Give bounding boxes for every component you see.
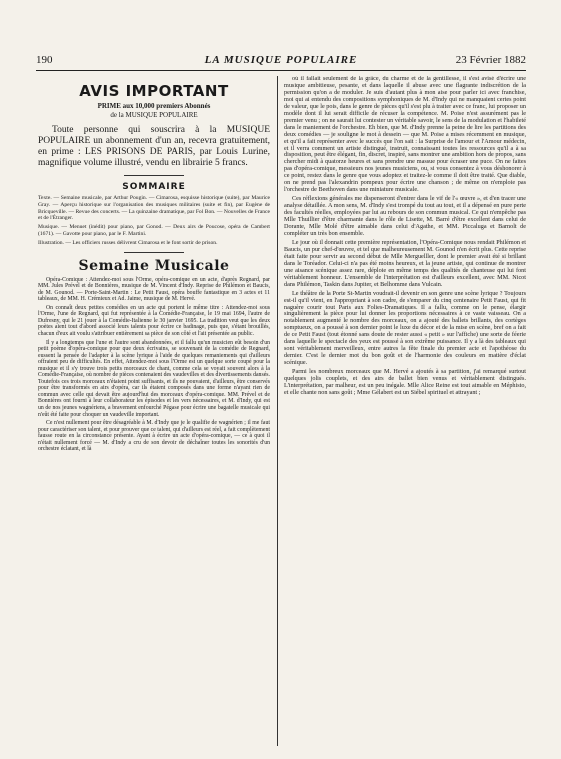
sommaire-illustration: Illustration. — Les officiers russes délivrent Cimarosa et le font sortir de prison.: [38, 239, 218, 246]
sommaire-musique: Musique. — Menuet (inédit) pour piano, par Gonod. — Deux airs de Poucose, opéra de Cambert (1671). — Gavotte pour piano, par le F. Martini.: [38, 224, 270, 237]
semaine-title: Semaine Musicale: [78, 257, 230, 274]
avis-intro: Toute personne qui souscrira à la MUSIQUE POPULAIRE un abonnement d'un an, recevra gratuitement, en prime : LES PRISONS DE PARIS, par Louis Lurine, magnifique volume illustré, vendu en librairie 5 francs.: [38, 125, 270, 168]
column-separator: [277, 76, 278, 746]
semaine-paragraph-2: Il y a longtemps que l'une et l'autre sont abandonnées, et il fallu qu'un musicien eût besoin d'un petit poème d'opéra-comique pour que deux écrivains, se souvenant de la comédie de Regnard, eussent la pensée de l'adapter à la scène lyrique à l'aide de quelques remaniements qui d'ailleurs offraient peu de difficultés. En effet, Attendez-moi sous l'Orme est un quelque sorte coupé pour la musique et il s'y trouve trois petits morceaux de chant, comme cela se voyait souvent alors à la Comédie-Française, où nombre de pièces contenaient des vaudevilles et des divertissements dansés. Toutefois ces trois morceaux n'étaient point suffisants, et ils ne pouvaient, d'ailleurs, être conservés pour être transformés en airs d'opéra, car ils étaient composés dans une forme n'ayant rien de commun avec celle qui devait être aujourd'hui des morceaux d'opéra-comique. MM. Prével et de Bonnières ont fourni à leur collaborateur les épisodes et les vers nécessaires, et M. d'Indy, qui est un de nos jeunes wagnériens, a bravement enfourché Pégase pour écrire une bagatelle musicale qui n'eût été faite pour choquer un vaudeville important.: [38, 339, 270, 418]
semaine-paragraph-r2: Ces réflexions générales me dispenseront d'entrer dans le vif de l'« œuvre », et d'en tracer une analyse détaillée. A mon sens, M. d'Indy s'est trompé du tout au tout, et il a dépensé en pure perte des facultés réelles, employées par lui au rebours de son commun musical. Ce qui n'empêche pas Mlle Thuillier d'être charmante dans le rôle de Lisette, M. Barré d'être excellent dans celui de Dorante, Mlle Molé d'être aimable dans celui d'Agathe, et MM. Piccaluga et Barnolt de compléter un très bon ensemble.: [284, 195, 526, 237]
avis-title: AVIS IMPORTANT: [79, 82, 229, 100]
semaine-paragraph-r3: Le jour où il donnait cette première représentation, l'Opéra-Comique nous rendait Philémon et Baucis, un pur chef-d'œuvre, et tel que malheureusement M. Gounod n'en écrit plus. Cette reprise était faite pour servir au second début de Mlle Merguelller, dont le premier avait été si brillant dans le Toréador. Celui-ci n'a pas été moins heureux, et la jeune artiste, qui continue de montrer une aisance scénique assez rare, déploie en même temps des qualités de chanteuse qui lui font véritablement honneur. L'ensemble de l'interprétation est d'ailleurs excellent, avec MM. Nicot dans Philémon, Taskin dans Jupiter, et Belhomme dans Vulcain.: [284, 238, 526, 288]
semaine-paragraph-r5: Parmi les nombreux morceaux que M. Hervé a ajoutés à sa partition, j'ai remarqué surtout quelques jolis couplets, et des airs de ballet bien venus et véritablement distingués. L'interprétation, par malheur, est un peu inégale. Mlle Alice Reine est tout aimable en Méphisto, et elle chante non sans goût ; Mme Gélabert est un Siébel spirituel et attrayant ;: [284, 368, 526, 396]
semaine-paragraph-r4: Le théâtre de la Porte St-Martin voudrait-il devenir en son genre une scène lyrique ? Toujours est-il qu'il vient, en l'appropriant à son cadre, de s'emparer du cinq centenaire Petit Faust, qui fit naguère courir tout Paris aux Folies-Dramatiques. Il a fallu, comme on le pense, élargir singulièrement la pièce pour lui donner les proportions nécessaires à ce vaste vaisseau. On a notablement augmenté le nombre des morceaux, on a ajouté des ballets brillants, des cortèges somptueux, on a poussé à son dernier point le luxe du décor et de la mise en scène, bref on a fait de ce Petit Faust (tout étonné sans doute de rester aussi « petit » sur l'affiche) une sorte de féerie dans laquelle le spectacle des yeux est poussé à son extrême puissance. Il y a là des tableaux qui sont véritablement merveilleux, entre autres la fête finale du premier acte et l'apothéose du dernier. C'est le dernier mot du bon goût et de l'harmonie des couleurs en matière d'éclat scénique.: [284, 289, 526, 367]
prime-line-2: de la MUSIQUE POPULAIRE: [110, 111, 198, 119]
header-rule: [36, 70, 526, 71]
semaine-lead: Opéra-Comique : Attendez-moi sous l'Orme, opéra-comique en un acte, d'après Regnard, par MM. Jules Prével et de Bonnières, musique de M. Vincent d'Indy. Reprise de Philémon et Baucis, de M. Gounod. — Porte-Saint-Martin : Le Petit Faust, opéra bouffe fantastique en 3 actes et 11 tableaux, de MM. H. Crémieux et Ad. Jaime, musique de M. Hervé.: [38, 276, 270, 303]
semaine-paragraph-3: Ce n'est nullement pour être désagréable à M. d'Indy que je le qualifie de wagnérien ; il me faut pour caractériser son talent, et pour prouver que ce talent, qui d'ailleurs est réel, a fait complètement fausse route en la circonstance présente. Ayant à écrire un acte d'opéra-comique, — ce à quoi il n'était nullement forcé — M. d'Indy a cru de son devoir de déchaîner toutes les sonorités d'un orchestre éclatant, et là: [38, 420, 270, 453]
page-header: [36, 52, 526, 68]
page-number: 190: [36, 54, 53, 66]
semaine-paragraph-1: On connaît deux petites comédies en un acte qui portent le même titre : Attendez-moi sous l'Orme, l'une de Regnard, qui fut représentée à la Comédie-Française, le 19 mai 1694, l'autre de Dufresny, qui le 21 jouer à la Comédie-Italienne le 30 janvier 1695. La tradition veut que les deux poètes aient tout d'abord associé leurs talents pour écrire ce badinage, puis que, s'étant brouillés, chacun d'eux ait voulu s'attribuer entièrement sa pièce de son côté et l'ait présentée au public.: [38, 304, 270, 337]
right-column: [284, 76, 526, 746]
left-column: [38, 76, 270, 746]
prime-line: PRIME aux 10,000 premiers Abonnés: [97, 102, 211, 110]
issue-date: 23 Février 1882: [455, 54, 526, 66]
semaine-paragraph-r1: où il fallait seulement de la grâce, du charme et de la gentillesse, il s'est avisé d'écrire une musique ambitieuse, pesante, et dans laquelle il abuse avec une flagrante indiscrétion de la permission qu'on a de moduler. Je suis d'autant plus à mon aise pour parler ici avec franchise, moi qui ai entendu des compositions symphoniques de M. d'Indy qui ne manquaient certes point de valeur, que le pois, dans le genre de pièces qu'il s'est plu à traiter avec ce franc, lui proposer un modèle dont il lui serait difficile de récuser la compétence. M. Poise n'est assurément pas le premier venu ; on ne saurait lui contester un véritable savoir, le sens de la modulation et l'habileté dans le maniement de l'orchestre. Eh bien, que M. d'Indy prenne la peine de lire les partitions des deux comédies — je souligne le mot à dessein — que M. Poise a mises récemment en musique, et qu'il a fait représenter avec le succès que l'on sait : la Surprise de l'amour et l'Amour médecin, et il verra comment un artiste distingué, instruit, connaissant toutes les ressources qu'il a à sa disposition, peut être élégant, fin, discret, inspiré, sans montrer une ambition hors de propos, sans chercher midi à quatorze heures et sans prendre une massue pour écraser une puce. On ne faites pas d'opéra-comique, messieurs nos jeunes musiciens, ou, si vous consentez à vous déshonorer à ce point, restez dans le genre que vous adoptez et traitez-le comme il doit être traité. Que diable, on ne prend pas l'alexandrin pompeux pour écrire une chanson ; de même on n'emploie pas l'orchestre de Beethoven dans une miniature musicale.: [284, 76, 526, 194]
sommaire-title: SOMMAIRE: [122, 182, 186, 192]
section-rule: [124, 175, 184, 176]
publication-title: LA MUSIQUE POPULAIRE: [204, 54, 358, 66]
section-rule-2: [124, 252, 184, 253]
sommaire-texte: Texte. — Semaine musicale, par Arthur Pougin. — Cimarosa, esquisse historique (suite), par Maurice Gray. — Aperçu historique sur l'organisation des musiques militaires (suite et fin), par Eugène de Bricqueville. — Revue des concerts. — La quinzaine dramatique, par Fol Bon. — Nouvelles de France et de l'Étranger.: [38, 195, 270, 222]
